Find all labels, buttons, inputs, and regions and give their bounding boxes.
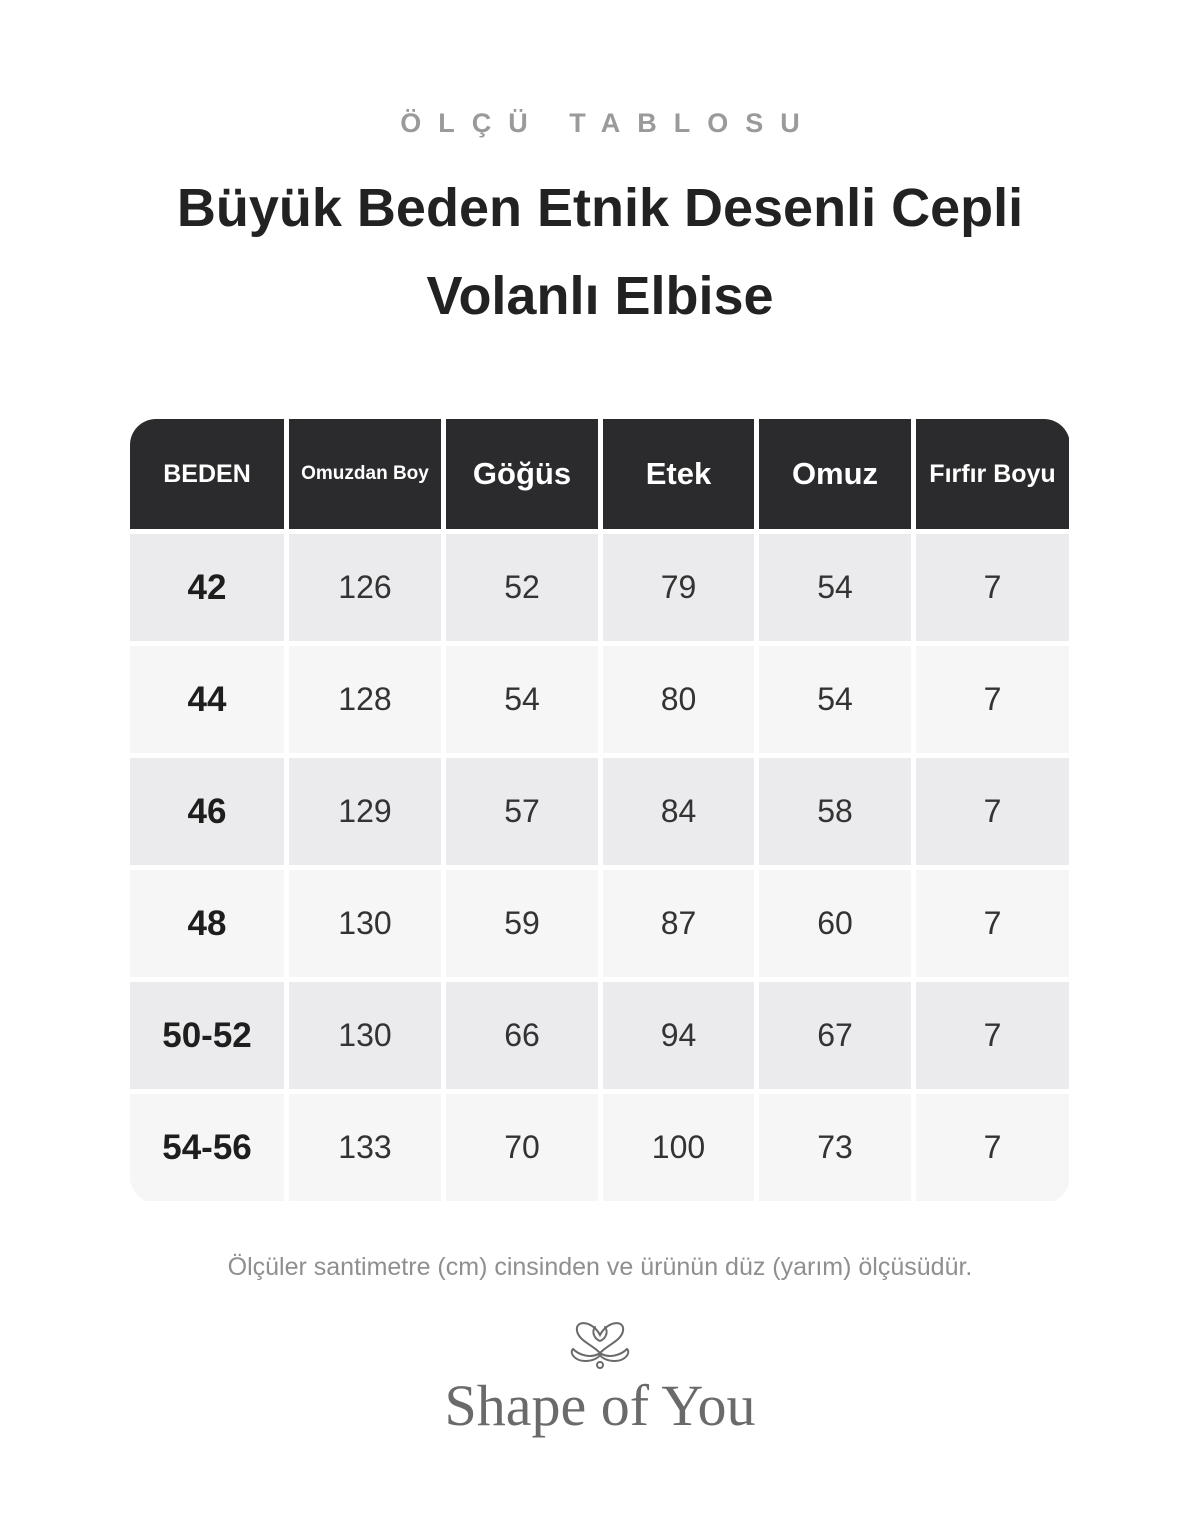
column-header-beden: BEDEN [130,419,284,529]
table-cell: 130 [289,982,441,1089]
table-cell: 129 [289,758,441,865]
column-header-gogus: Göğüs [446,419,598,529]
table-cell-size: 44 [130,646,284,753]
page-title-line-2: Volanlı Elbise [426,266,774,326]
double-heart-logo-icon [565,1313,635,1371]
section-eyebrow: ÖLÇÜ TABLOSU [400,108,817,138]
column-header-omuz: Omuz [759,419,911,529]
table-cell: 73 [759,1094,911,1201]
table-cell: 130 [289,870,441,977]
table-cell: 67 [759,982,911,1089]
table-cell: 54 [759,534,911,641]
table-cell: 7 [916,1094,1069,1201]
table-cell: 7 [916,646,1069,753]
column-header-etek: Etek [603,419,754,529]
table-cell: 52 [446,534,598,641]
table-cell-size: 46 [130,758,284,865]
table-cell: 7 [916,870,1069,977]
column-header-firfir-boyu: Fırfır Boyu [916,419,1069,529]
table-cell: 100 [603,1094,754,1201]
table-cell: 58 [759,758,911,865]
table-cell: 94 [603,982,754,1089]
table-cell: 7 [916,534,1069,641]
table-cell: 66 [446,982,598,1089]
table-cell: 133 [289,1094,441,1201]
table-cell-size: 48 [130,870,284,977]
brand-wordmark: Shape of You [444,1373,756,1438]
page-title [100,164,1100,340]
table-cell: 87 [603,870,754,977]
column-header-omuzdan-boy: Omuzdan Boy [289,419,441,529]
table-cell-size: 42 [130,534,284,641]
table-cell: 128 [289,646,441,753]
table-cell: 54 [759,646,911,753]
table-cell-size: 54-56 [130,1094,284,1201]
table-cell-size: 50-52 [130,982,284,1089]
table-cell: 60 [759,870,911,977]
measurement-footnote: Ölçüler santimetre (cm) cinsinden ve ürünün düz (yarım) ölçüsüdür. [227,1253,973,1281]
table-cell: 126 [289,534,441,641]
table-cell: 70 [446,1094,598,1201]
size-chart-table [130,419,1070,1203]
page-title-line-1: Büyük Beden Etnik Desenli Cepli [176,178,1024,238]
table-cell: 84 [603,758,754,865]
table-cell: 7 [916,758,1069,865]
table-cell: 57 [446,758,598,865]
table-cell: 7 [916,982,1069,1089]
table-cell: 54 [446,646,598,753]
table-cell: 59 [446,870,598,977]
table-cell: 80 [603,646,754,753]
table-cell: 79 [603,534,754,641]
